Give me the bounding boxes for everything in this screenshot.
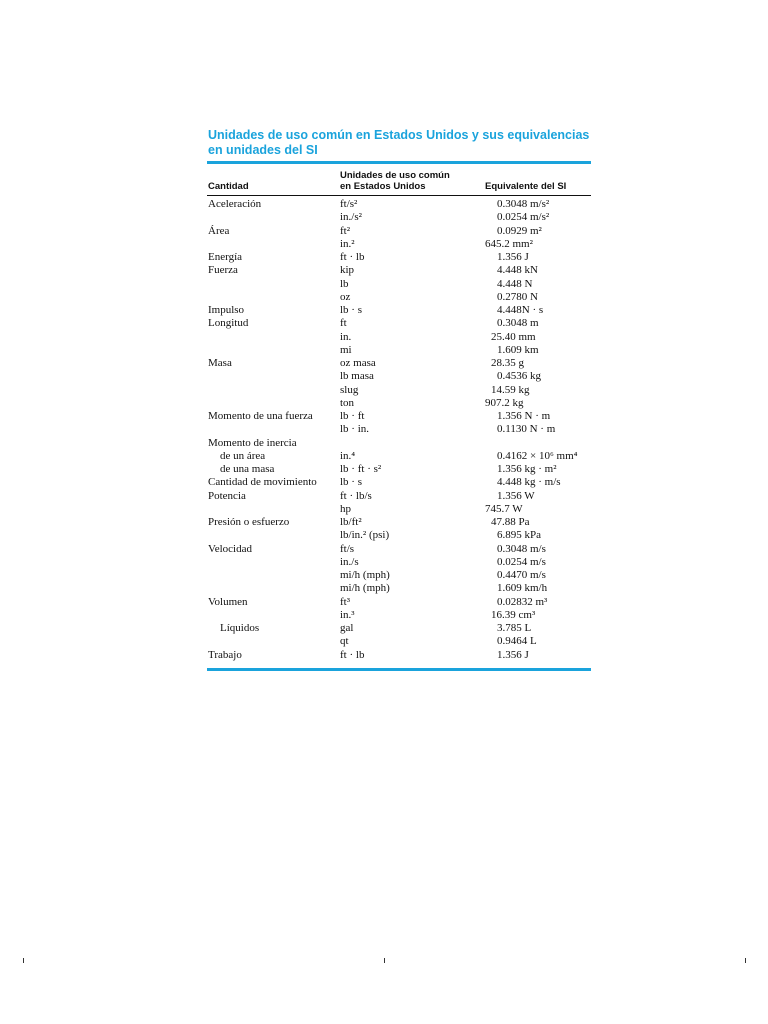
cell-us-unit: ton bbox=[340, 396, 355, 409]
cell-si-equivalent: 0.9464 L bbox=[497, 635, 537, 648]
cell-si-equivalent: 1.356 N · m bbox=[497, 410, 551, 422]
table-row bbox=[207, 582, 591, 595]
cell-us-unit: ft/s² bbox=[340, 198, 358, 210]
cell-quantity: Masa bbox=[208, 357, 232, 369]
cell-si-equivalent: 0.2780 N bbox=[497, 290, 538, 303]
bottom-rule bbox=[207, 668, 591, 671]
cell-quantity: Volumen bbox=[208, 595, 248, 608]
cell-us-unit: ft bbox=[340, 317, 347, 330]
cell-si-equivalent: 0.02832 m³ bbox=[497, 595, 548, 608]
cell-us-unit: lb/ft² bbox=[340, 516, 362, 528]
header-us-units-line1: Unidades de uso común bbox=[340, 170, 450, 181]
table-row bbox=[207, 331, 591, 344]
cell-si-equivalent: 745.7 W bbox=[485, 502, 523, 515]
cell-si-equivalent: 1.356 kg · m² bbox=[497, 463, 557, 475]
table-row bbox=[207, 317, 591, 330]
cell-us-unit: lb · s bbox=[340, 304, 362, 316]
page-tick-center bbox=[384, 958, 385, 963]
cell-us-unit: lb bbox=[340, 277, 349, 290]
table-row bbox=[207, 450, 591, 463]
cell-si-equivalent: 0.1130 N · m bbox=[497, 423, 556, 436]
cell-si-equivalent: 1.609 km bbox=[497, 343, 539, 356]
cell-us-unit: lb · s bbox=[340, 476, 362, 489]
cell-us-unit: mi bbox=[340, 343, 352, 356]
cell-us-unit: ft³ bbox=[340, 595, 351, 608]
cell-si-equivalent: 0.3048 m bbox=[497, 317, 539, 330]
cell-si-equivalent: 4.448 N bbox=[497, 277, 533, 290]
cell-us-unit: mi/h (mph) bbox=[340, 569, 390, 581]
cell-us-unit: kip bbox=[340, 264, 355, 277]
cell-us-unit: ft · lb bbox=[340, 251, 365, 263]
cell-us-unit: in./s² bbox=[340, 211, 362, 224]
table-row bbox=[207, 529, 591, 542]
table-body bbox=[207, 198, 591, 662]
cell-quantity: Cantidad de movimiento bbox=[208, 476, 317, 489]
cell-us-unit: lb · ft · s² bbox=[340, 463, 382, 475]
cell-si-equivalent: 0.4470 m/s bbox=[497, 569, 546, 581]
cell-si-equivalent: 0.3048 m/s² bbox=[497, 198, 550, 210]
header-rule bbox=[207, 195, 591, 196]
cell-us-unit: slug bbox=[340, 383, 359, 396]
table-row bbox=[207, 304, 591, 317]
header-us-units bbox=[340, 170, 450, 192]
cell-quantity: Líquidos bbox=[220, 622, 260, 634]
cell-si-equivalent: 14.59 kg bbox=[491, 383, 530, 396]
cell-si-equivalent: 1.356 W bbox=[497, 489, 535, 502]
cell-us-unit: qt bbox=[340, 635, 349, 648]
table-row bbox=[207, 397, 591, 410]
cell-us-unit: oz bbox=[340, 290, 351, 303]
cell-quantity: Momento de una fuerza bbox=[208, 410, 313, 422]
cell-quantity: Longitud bbox=[208, 317, 249, 330]
cell-si-equivalent: 4.448N · s bbox=[497, 304, 544, 316]
page-tick-right bbox=[745, 958, 746, 963]
cell-si-equivalent: 4.448 kN bbox=[497, 264, 538, 277]
cell-si-equivalent: 0.4162 × 10⁶ mm⁴ bbox=[497, 449, 578, 462]
cell-quantity: de una masa bbox=[220, 463, 275, 475]
cell-us-unit: in.² bbox=[340, 237, 355, 250]
cell-si-equivalent: 25.40 mm bbox=[491, 330, 536, 343]
cell-us-unit: in.³ bbox=[340, 608, 355, 621]
table-row bbox=[207, 251, 591, 264]
table-row bbox=[207, 370, 591, 383]
cell-si-equivalent: 1.609 km/h bbox=[497, 582, 548, 595]
cell-us-unit: mi/h (mph) bbox=[340, 582, 390, 595]
header-us-units-line2: en Estados Unidos bbox=[340, 181, 426, 192]
cell-us-unit: in. bbox=[340, 330, 352, 343]
table-row bbox=[207, 463, 591, 476]
cell-us-unit: gal bbox=[340, 622, 354, 634]
cell-si-equivalent: 3.785 L bbox=[497, 622, 532, 634]
cell-si-equivalent: 47.88 Pa bbox=[491, 516, 530, 528]
cell-us-unit: in.⁴ bbox=[340, 449, 356, 462]
cell-si-equivalent: 0.4536 kg bbox=[497, 370, 541, 383]
cell-us-unit: lb/in.² (psi) bbox=[340, 529, 390, 542]
cell-si-equivalent: 0.0254 m/s bbox=[497, 555, 546, 568]
cell-us-unit: in./s bbox=[340, 555, 359, 568]
table-row bbox=[207, 556, 591, 569]
table-row bbox=[207, 635, 591, 648]
cell-us-unit: lb · ft bbox=[340, 410, 365, 422]
cell-us-unit: ft · lb/s bbox=[340, 489, 372, 502]
table-row bbox=[207, 622, 591, 635]
table-row bbox=[207, 344, 591, 357]
table-row bbox=[207, 490, 591, 503]
table-row bbox=[207, 357, 591, 370]
cell-quantity: Velocidad bbox=[208, 542, 252, 555]
table-row bbox=[207, 423, 591, 436]
cell-si-equivalent: 1.356 J bbox=[497, 251, 529, 263]
table-row bbox=[207, 238, 591, 251]
cell-quantity: Aceleración bbox=[208, 198, 262, 210]
cell-si-equivalent: 16.39 cm³ bbox=[491, 608, 536, 621]
table-row bbox=[207, 569, 591, 582]
cell-us-unit: lb · in. bbox=[340, 423, 370, 436]
table-row bbox=[207, 516, 591, 529]
header-quantity: Cantidad bbox=[208, 181, 249, 192]
cell-us-unit: hp bbox=[340, 502, 351, 515]
cell-quantity: Trabajo bbox=[208, 648, 242, 661]
cell-quantity: de un área bbox=[220, 449, 266, 462]
cell-si-equivalent: 28.35 g bbox=[491, 357, 524, 369]
table-row bbox=[207, 291, 591, 304]
cell-quantity: Energía bbox=[208, 251, 243, 263]
table-row bbox=[207, 278, 591, 291]
table-row bbox=[207, 596, 591, 609]
table-row bbox=[207, 476, 591, 489]
cell-quantity: Potencia bbox=[208, 489, 246, 502]
page-tick-left bbox=[23, 958, 24, 963]
cell-quantity: Momento de inercia bbox=[208, 436, 297, 449]
table-row bbox=[207, 211, 591, 224]
table-row bbox=[207, 503, 591, 516]
cell-quantity: Impulso bbox=[208, 304, 245, 316]
cell-quantity: Presión o esfuerzo bbox=[208, 516, 290, 528]
top-rule bbox=[207, 161, 591, 164]
cell-us-unit: oz masa bbox=[340, 357, 376, 369]
cell-us-unit: ft/s bbox=[340, 542, 355, 555]
table-row bbox=[207, 543, 591, 556]
table-row bbox=[207, 384, 591, 397]
cell-si-equivalent: 907.2 kg bbox=[485, 396, 524, 409]
table-row bbox=[207, 225, 591, 238]
cell-si-equivalent: 4.448 kg · m/s bbox=[497, 476, 561, 489]
table-row bbox=[207, 649, 591, 662]
table-row bbox=[207, 437, 591, 450]
cell-us-unit: ft² bbox=[340, 224, 351, 237]
cell-quantity: Área bbox=[208, 224, 230, 237]
cell-si-equivalent: 0.3048 m/s bbox=[497, 542, 546, 555]
cell-si-equivalent: 1.356 J bbox=[497, 648, 529, 661]
cell-si-equivalent: 0.0929 m² bbox=[497, 224, 542, 237]
cell-si-equivalent: 0.0254 m/s² bbox=[497, 211, 550, 224]
cell-si-equivalent: 6.895 kPa bbox=[497, 529, 541, 542]
table-row bbox=[207, 609, 591, 622]
table-row bbox=[207, 410, 591, 423]
cell-us-unit: ft · lb bbox=[340, 648, 365, 661]
header-si-equivalent: Equivalente del SI bbox=[485, 181, 567, 192]
table-title: Unidades de uso común en Estados Unidos y sus equivalencias en unidades del SI bbox=[208, 128, 590, 157]
table-header bbox=[207, 168, 591, 194]
table-row bbox=[207, 198, 591, 211]
cell-quantity: Fuerza bbox=[208, 264, 238, 277]
cell-si-equivalent: 645.2 mm² bbox=[485, 237, 533, 250]
cell-us-unit: lb masa bbox=[340, 370, 374, 383]
table-row bbox=[207, 264, 591, 277]
